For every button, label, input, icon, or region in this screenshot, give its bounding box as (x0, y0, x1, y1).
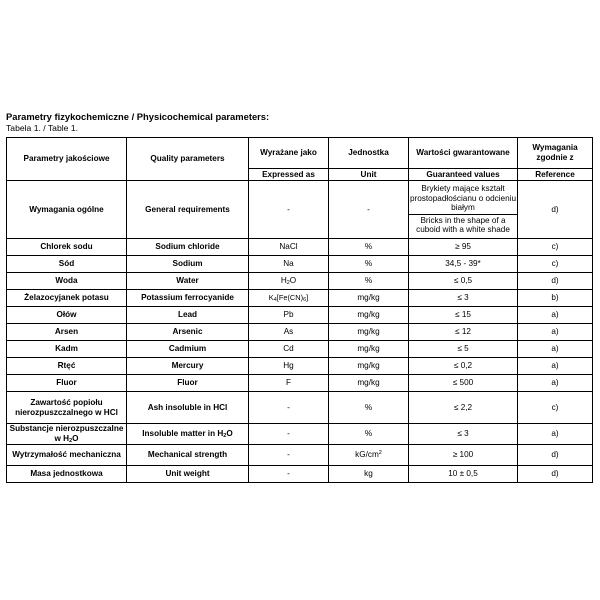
param-en: Sodium chloride (127, 239, 249, 256)
guaranteed-value (409, 181, 518, 239)
guaranteed-value: ≤ 15 (409, 307, 518, 324)
unit: % (329, 256, 409, 273)
unit: - (329, 181, 409, 239)
reference: c) (518, 256, 593, 273)
param-en: Ash insoluble in HCl (127, 392, 249, 424)
param-en: Sodium (127, 256, 249, 273)
table-row (7, 375, 593, 392)
param-pl: Arsen (7, 324, 127, 341)
formula-part: ] (306, 293, 309, 303)
guaranteed-value: ≤ 3 (409, 290, 518, 307)
param-en-tail: O (226, 429, 233, 439)
param-en: Fluor (127, 375, 249, 392)
guaranteed-value: ≤ 500 (409, 375, 518, 392)
header-expressed-as-pl: Wyrażane jako (249, 138, 329, 169)
reference: d) (518, 445, 593, 466)
unit-main: kG/cm (355, 450, 379, 460)
unit: % (329, 273, 409, 290)
formula-tail: O (289, 276, 297, 286)
table-row (7, 307, 593, 324)
param-en: Mercury (127, 358, 249, 375)
parameters-table (6, 137, 593, 483)
expressed-as: Hg (249, 358, 329, 375)
document (6, 111, 592, 483)
param-pl: Zawartość popiołu nierozpuszczalnego w HCl (7, 392, 127, 424)
formula-subscript: 4 (273, 297, 277, 304)
table-row (7, 358, 593, 375)
reference: a) (518, 375, 593, 392)
reference: a) (518, 424, 593, 445)
reference: c) (518, 239, 593, 256)
param-pl (7, 424, 127, 445)
table-row (7, 290, 593, 307)
header-reference-en: Reference (518, 169, 593, 181)
document-title: Parametry fizykochemiczne / Physicochemical parameters: (6, 111, 270, 122)
table-row (7, 466, 593, 483)
param-pl: Kadm (7, 341, 127, 358)
unit: % (329, 424, 409, 445)
reference: b) (518, 290, 593, 307)
formula-part: K (268, 293, 274, 303)
param-pl: Żelazocyjanek potasu (7, 290, 127, 307)
reference: d) (518, 181, 593, 239)
param-en: General requirements (127, 181, 249, 239)
param-pl: Masa jednostkowa (7, 466, 127, 483)
table-row (7, 256, 593, 273)
unit: % (329, 392, 409, 424)
reference: a) (518, 307, 593, 324)
param-pl: Rtęć (7, 358, 127, 375)
param-pl-tail: O (72, 434, 79, 443)
table-row-general-requirements (7, 181, 593, 239)
header-unit-en: Unit (329, 169, 409, 181)
reference: c) (518, 392, 593, 424)
table-row (7, 324, 593, 341)
table-caption: Tabela 1. / Table 1. (6, 123, 78, 133)
reference: a) (518, 358, 593, 375)
unit (329, 445, 409, 466)
guaranteed-value: ≤ 3 (409, 424, 518, 445)
expressed-as: Pb (249, 307, 329, 324)
guaranteed-value: ≤ 5 (409, 341, 518, 358)
param-pl: Fluor (7, 375, 127, 392)
param-pl-subscript: 2 (69, 438, 73, 444)
expressed-as: F (249, 375, 329, 392)
expressed-as (249, 290, 329, 307)
param-pl-main: Substancje nierozpuszczalne w H (9, 424, 124, 443)
param-pl: Ołów (7, 307, 127, 324)
expressed-as: Na (249, 256, 329, 273)
param-en (127, 424, 249, 445)
unit: mg/kg (329, 290, 409, 307)
param-pl: Woda (7, 273, 127, 290)
guaranteed-value: ≤ 0,5 (409, 273, 518, 290)
reference: d) (518, 273, 593, 290)
reference: a) (518, 324, 593, 341)
expressed-as: Cd (249, 341, 329, 358)
guaranteed-value: ≤ 0,2 (409, 358, 518, 375)
param-en-main: Insoluble matter in H (142, 429, 224, 439)
guaranteed-value-en: Bricks in the shape of a cuboid with a white shade (416, 215, 510, 235)
header-guaranteed-values-pl: Wartości gwarantowane (409, 138, 518, 169)
header-unit-pl: Jednostka (329, 138, 409, 169)
expressed-as: As (249, 324, 329, 341)
formula-part: [Fe(CN) (276, 293, 304, 303)
param-en: Water (127, 273, 249, 290)
expressed-as: - (249, 181, 329, 239)
guaranteed-value: ≤ 2,2 (409, 392, 518, 424)
expressed-as: - (249, 424, 329, 445)
unit-superscript: 2 (378, 450, 382, 457)
param-en: Cadmium (127, 341, 249, 358)
header-reference-pl: Wymagania zgodnie z (518, 138, 593, 169)
unit: kg (329, 466, 409, 483)
table-row (7, 392, 593, 424)
param-en: Potassium ferrocyanide (127, 290, 249, 307)
unit: mg/kg (329, 375, 409, 392)
header-quality-parameters-pl: Parametry jakościowe (7, 138, 127, 181)
param-en: Arsenic (127, 324, 249, 341)
header-guaranteed-values-en: Guaranteed values (409, 169, 518, 181)
table-row (7, 273, 593, 290)
guaranteed-value: ≥ 100 (409, 445, 518, 466)
param-en-subscript: 2 (223, 433, 227, 440)
reference: a) (518, 341, 593, 358)
table-row (7, 239, 593, 256)
guaranteed-value: 10 ± 0,5 (409, 466, 518, 483)
header-row-pl (7, 138, 593, 169)
param-en: Mechanical strength (127, 445, 249, 466)
guaranteed-value-pl: Brykiety mające kształt prostopadłościanu o odcieniu białym (409, 183, 517, 215)
header-expressed-as-en: Expressed as (249, 169, 329, 181)
table-row (7, 445, 593, 466)
guaranteed-value: ≥ 95 (409, 239, 518, 256)
guaranteed-value: 34,5 - 39* (409, 256, 518, 273)
formula-main: H (280, 276, 287, 286)
expressed-as: - (249, 392, 329, 424)
table-row (7, 424, 593, 445)
unit: mg/kg (329, 307, 409, 324)
unit: mg/kg (329, 324, 409, 341)
table-row (7, 341, 593, 358)
param-pl: Sód (7, 256, 127, 273)
expressed-as: NaCl (249, 239, 329, 256)
expressed-as (249, 273, 329, 290)
param-en: Unit weight (127, 466, 249, 483)
reference: d) (518, 466, 593, 483)
expressed-as: - (249, 445, 329, 466)
formula-subscript: 2 (286, 280, 290, 287)
param-en: Lead (127, 307, 249, 324)
param-pl: Wymagania ogólne (7, 181, 127, 239)
param-pl: Chlorek sodu (7, 239, 127, 256)
unit: % (329, 239, 409, 256)
unit: mg/kg (329, 341, 409, 358)
guaranteed-value: ≤ 12 (409, 324, 518, 341)
header-quality-parameters-en: Quality parameters (127, 138, 249, 181)
unit: mg/kg (329, 358, 409, 375)
expressed-as: - (249, 466, 329, 483)
param-pl: Wytrzymałość mechaniczna (7, 445, 127, 466)
formula-subscript: 6 (303, 297, 307, 304)
